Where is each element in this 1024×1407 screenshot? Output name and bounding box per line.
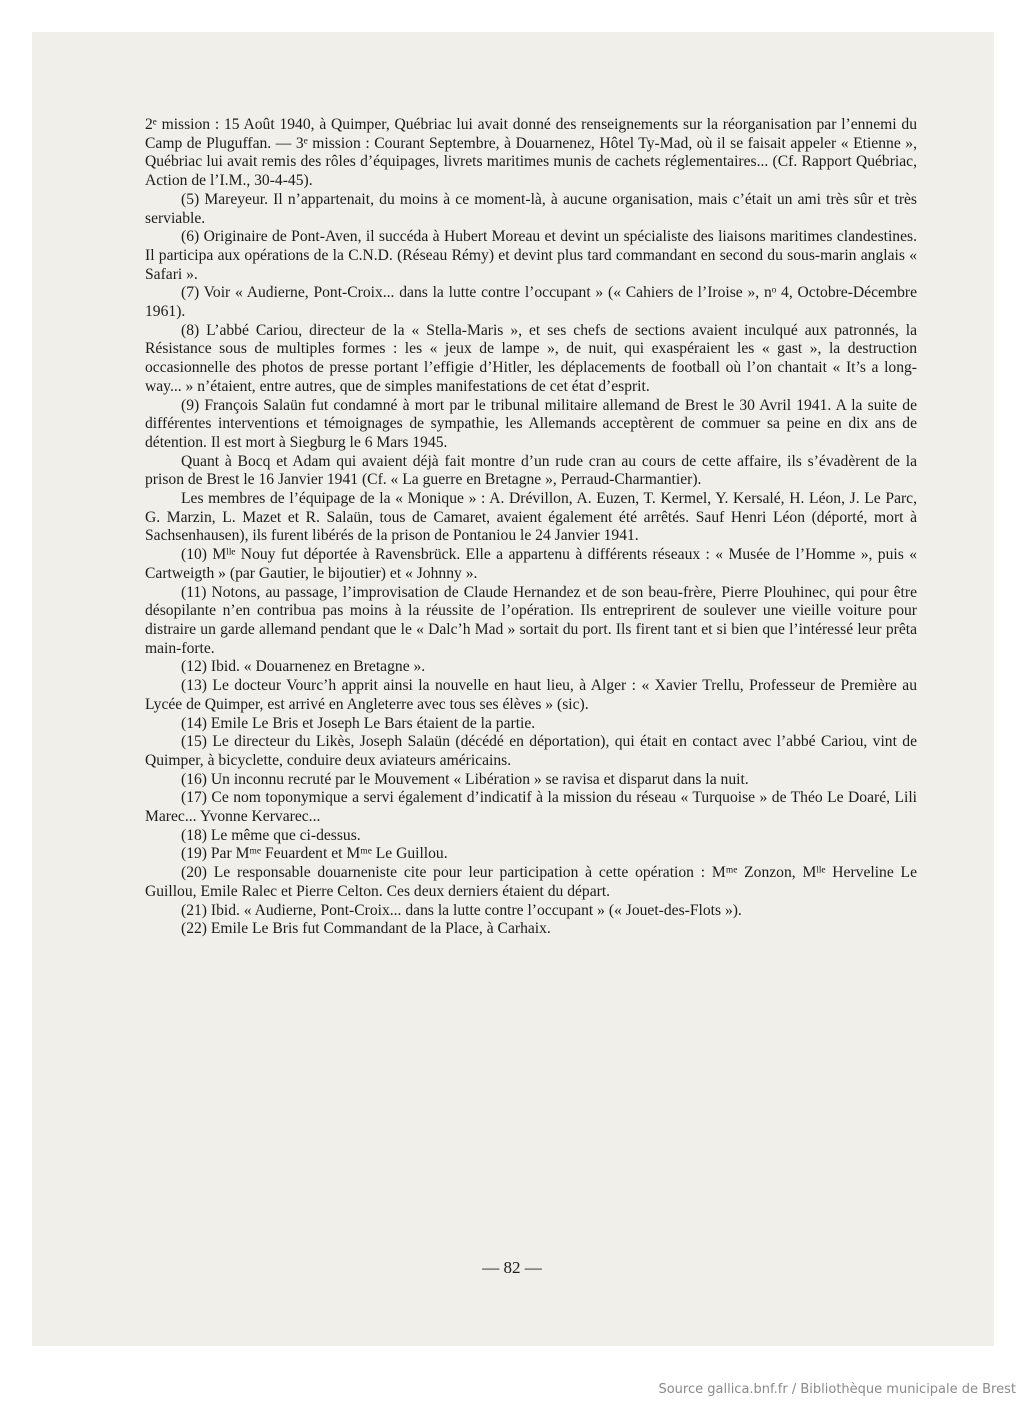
footnotes-text bbox=[145, 116, 917, 939]
footnote-paragraph: (18) Le même que ci-dessus. bbox=[181, 826, 361, 844]
footnote-paragraph: (17) Ce nom toponymique a servi également d’indicatif à la mission du réseau « Turquoise » de Théo Le Doaré, Lili Marec... Yvonne Kervarec... bbox=[145, 789, 917, 826]
footnote-paragraph: (20) Le responsable douarneniste cite pour leur participation à cette opération : Mᵐᵉ Zonzon, Mˡˡᵉ Herveline Le Guillou, Emile Ralec et Pierre Celton. Ces deux derniers étaient du départ. bbox=[145, 864, 917, 900]
footnote-paragraph: (12) Ibid. « Douarnenez en Bretagne ». bbox=[181, 658, 426, 676]
page-number: — 82 — bbox=[482, 1258, 542, 1277]
footnote-paragraph: (7) Voir « Audierne, Pont-Croix... dans la lutte contre l’occupant » (« Cahiers de l’Iroise », nᵒ 4, Octobre-Décembre 1961). bbox=[145, 284, 917, 321]
source-credit: Source gallica.bnf.fr / Bibliothèque municipale de Brest bbox=[658, 1382, 1016, 1397]
footnote-paragraph: (22) Emile Le Bris fut Commandant de la Place, à Carhaix. bbox=[181, 920, 551, 938]
footnote-paragraph: (11) Notons, au passage, l’improvisation de Claude Hernandez et de son beau-frère, Pierre Plouhinec, qui pour être désopilante n’en contribua pas moins à la réussite de l’opération. Ils entreprirent de soulever une vieille voiture pour distraire un garde allemand pendant que le « Dalc’h Mad » sortait du port. Ils firent tant et si bien que l’intéressé leur prêta main-forte. bbox=[145, 583, 917, 657]
footnote-paragraph: (9) François Salaün fut condamné à mort par le tribunal militaire allemand de Brest le 30 Avril 1941. A la suite de différentes interventions et témoignages de sympathie, les Allemands acceptèrent de commuer sa peine en dix ans de détention. Il est mort à Siegburg le 6 Mars 1945. bbox=[145, 396, 917, 451]
footnote-paragraph: (10) Mˡˡᵉ Nouy fut déportée à Ravensbrück. Elle a appartenu à différents réseaux : « Musée de l’Homme », puis « Cartweigth » (par Gautier, le bijoutier) et « Johnny ». bbox=[145, 546, 917, 582]
footnote-paragraph: (5) Mareyeur. Il n’appartenait, du moins à ce moment-là, à aucune organisation, mais c’était un ami très sûr et très serviable. bbox=[145, 190, 917, 227]
footnote-paragraph: (8) L’abbé Cariou, directeur de la « Stella-Maris », et ses chefs de sections avaient inculqué aux patronnés, la Résistance sous de multiples formes : les « jeux de lampe », de nuit, qui exaspéraient les « gast », la destruction occasionnelle des photos de presse portant l’effigie d’Hitler, les déplacements de football où l’on chantait « It’s a long-way... » n’étaient, entre autres, que de simples manifestations de cet état d’esprit. bbox=[145, 321, 917, 395]
footnote-paragraph: (13) Le docteur Vourc’h apprit ainsi la nouvelle en haut lieu, à Alger : « Xavier Trellu, Professeur de Première au Lycée de Quimper, est arrivé en Angleterre avec tous ses élèves » (sic). bbox=[145, 677, 917, 713]
footnote-paragraph: 2ᵉ mission : 15 Août 1940, à Quimper, Québriac lui avait donné des renseignements sur la réorganisation par l’ennemi du Camp de Pluguffan. — 3ᵉ mission : Courant Septembre, à Douarnenez, Hôtel Ty-Mad, où il se faisait appeler « Etienne », Québriac lui avait remis des rôles d’équipages, livrets maritimes munis de cachets réglementaires... (Cf. Rapport Québriac, Action de l’I.M., 30-4-45). bbox=[145, 116, 917, 190]
footnote-paragraph: (21) Ibid. « Audierne, Pont-Croix... dans la lutte contre l’occupant » (« Jouet-des-Flots »). bbox=[181, 901, 742, 919]
footnote-paragraph: (14) Emile Le Bris et Joseph Le Bars étaient de la partie. bbox=[181, 714, 536, 732]
footnote-paragraph: (19) Par Mᵐᵉ Feuardent et Mᵐᵉ Le Guillou. bbox=[181, 845, 448, 863]
footnote-paragraph: (16) Un inconnu recruté par le Mouvement « Libération » se ravisa et disparut dans la nuit. bbox=[181, 770, 749, 788]
footnote-paragraph: (6) Originaire de Pont-Aven, il succéda à Hubert Moreau et devint un spécialiste des liaisons maritimes clandestines. Il participa aux opérations de la C.N.D. (Réseau Rémy) et devint plus tard commandant en second du sous-marin anglais « Safari ». bbox=[145, 228, 917, 283]
footnote-paragraph: Les membres de l’équipage de la « Monique » : A. Drévillon, A. Euzen, T. Kermel, Y. Kersalé, H. Léon, J. Le Parc, G. Marzin, L. Mazet et R. Salaün, tous de Camaret, avaient également été arrêtés. Sauf Henri Léon (déporté, mort à Sachsenhausen), ils furent libérés de la prison de Pontaniou le 24 Janvier 1941. bbox=[145, 490, 917, 545]
footnote-paragraph: (15) Le directeur du Likès, Joseph Salaün (décédé en déportation), qui était en contact avec l’abbé Cariou, vint de Quimper, à bicyclette, conduire deux aviateurs américains. bbox=[145, 733, 917, 769]
footnote-paragraph: Quant à Bocq et Adam qui avaient déjà fait montre d’un rude cran au cours de cette affaire, ils s’évadèrent de la prison de Brest le 16 Janvier 1941 (Cf. « La guerre en Bretagne », Perraud-Charmantier). bbox=[145, 452, 917, 489]
